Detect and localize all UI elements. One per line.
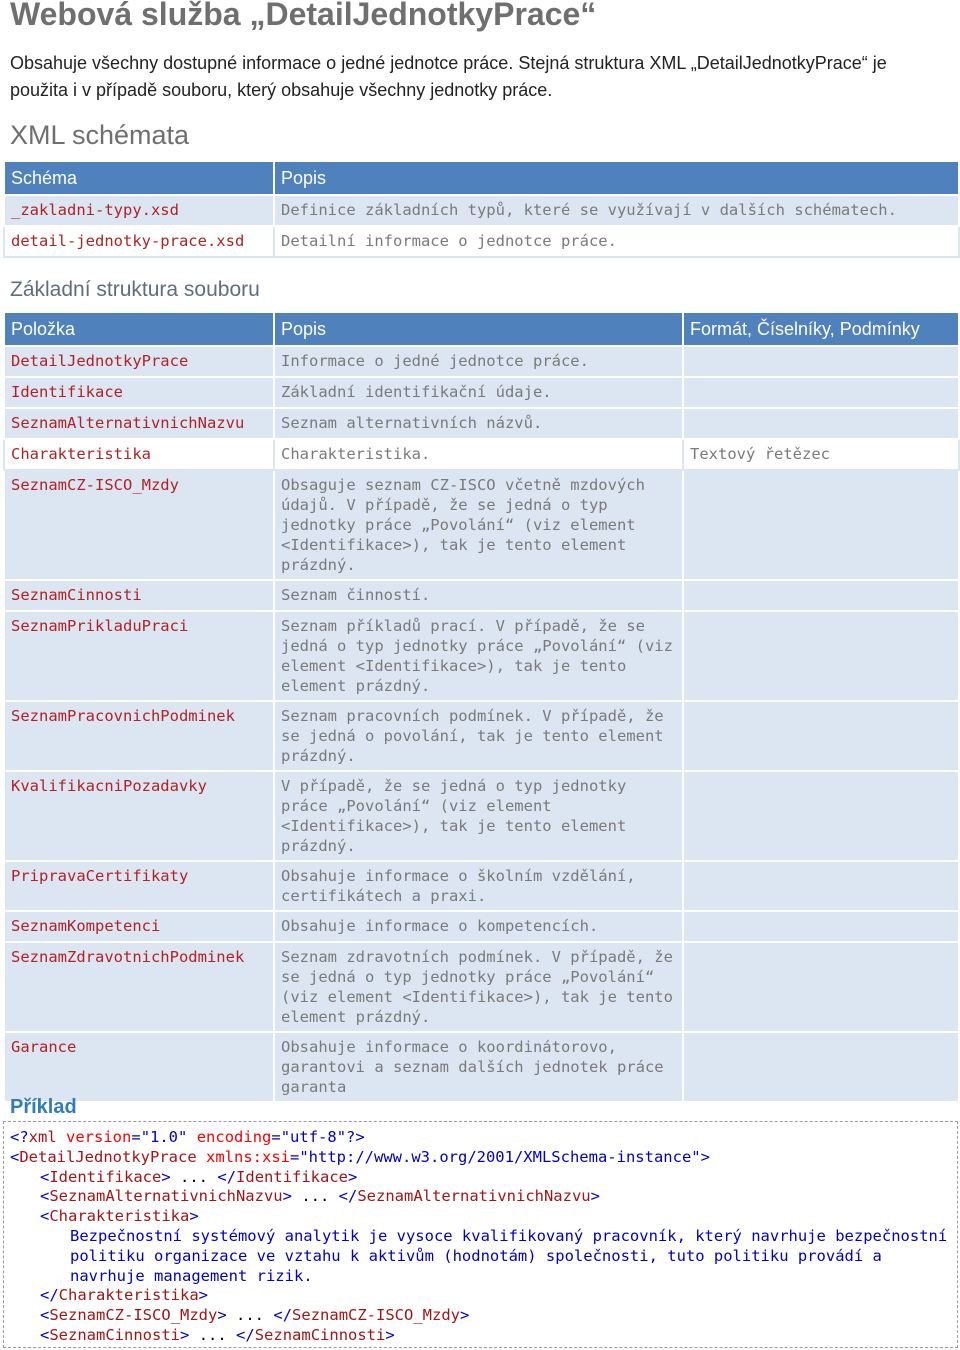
item-name: SeznamPracovnichPodminek: [4, 701, 274, 771]
code-tag: SeznamAlternativnichNazvu: [357, 1187, 591, 1206]
intro-paragraph: Obsahuje všechny dostupné informace o jedné jednotce práce. Stejná struktura XML „DetailJednotkyPrace“ je použita i v případě souboru, který obsahuje všechny jednotky práce.: [10, 53, 887, 100]
item-name: SeznamCZ-ISCO_Mzdy: [4, 470, 274, 580]
item-name: SeznamZdravotnichPodminek: [4, 942, 274, 1032]
item-description: Seznam zdravotních podmínek. V případě, že se jedná o typ jednotky práce „Povolání“ (viz element <Identifikace>), tak je tento element prázdný.: [274, 942, 683, 1032]
code-line-identifikace: <Identifikace> ... </Identifikace>: [40, 1167, 358, 1186]
item-name: Identifikace: [4, 377, 274, 408]
item-name: KvalifikacniPozadavky: [4, 771, 274, 861]
code-line-declaration: <?xml version="1.0" encoding="utf-8"?>: [10, 1128, 365, 1146]
table-row: [4, 470, 959, 580]
code-value: "http://www.w3.org/2001/XMLSchema-instance": [299, 1147, 701, 1166]
table-row: [4, 701, 959, 771]
item-description: Obsaguje seznam CZ-ISCO včetně mzdových údajů. V případě, že se jedná o typ jednotky práce „Povolání“ (viz element <Identifikace>), tak je tento element prázdný.: [274, 470, 683, 580]
item-format: [683, 942, 959, 1032]
schema-name: detail-jednotky-prace.xsd: [4, 226, 274, 257]
table-row: [4, 580, 959, 611]
item-name: Charakteristika: [4, 439, 274, 470]
code-line-char-close: </Charakteristika>: [40, 1286, 208, 1305]
schemas-table-header: [4, 161, 959, 195]
code-punct: ?>: [346, 1128, 365, 1146]
item-name: SeznamPrikladuPraci: [4, 611, 274, 701]
table-row: [4, 439, 959, 470]
table-row: [4, 346, 959, 377]
item-format: [683, 470, 959, 580]
structure-table-header: [4, 312, 959, 346]
table-row: [4, 942, 959, 1032]
table-row: [4, 377, 959, 408]
code-text: ...: [301, 1187, 330, 1206]
table-row: [4, 1032, 959, 1102]
code-tag: xml: [28, 1128, 57, 1146]
item-description: Seznam činností.: [274, 580, 683, 611]
column-header-item: Položka: [4, 312, 274, 346]
table-row: [4, 611, 959, 701]
item-description: Základní identifikační údaje.: [274, 377, 683, 408]
item-format: [683, 911, 959, 942]
item-format: [683, 377, 959, 408]
structure-table: [3, 311, 960, 1103]
item-name: Garance: [4, 1032, 274, 1102]
table-row: [4, 771, 959, 861]
item-format: [683, 346, 959, 377]
item-description: Obsahuje informace o kompetencích.: [274, 911, 683, 942]
code-punct: <?: [10, 1128, 29, 1146]
item-format: [683, 1032, 959, 1102]
item-name: SeznamKompetenci: [4, 911, 274, 942]
code-text: ...: [180, 1167, 209, 1186]
structure-heading: Základní struktura souboru: [10, 278, 260, 301]
item-description: Obsahuje informace o koordinátorovo, garantovi a seznam dalších jednotek práce garanta: [274, 1032, 683, 1102]
schemas-table: [3, 160, 960, 258]
code-text: ...: [236, 1306, 265, 1325]
code-tag: Identifikace: [236, 1167, 349, 1186]
code-line-alt-names: <SeznamAlternativnichNazvu> ... </SeznamAlternativnichNazvu>: [40, 1187, 600, 1206]
column-header-description: Popis: [274, 161, 959, 195]
table-row: [4, 226, 959, 257]
code-attr: xmlns:xsi: [206, 1147, 290, 1166]
schema-description: Definice základních typů, které se využívají v dalších schématech.: [274, 195, 959, 226]
code-line-char-open: <Charakteristika>: [40, 1207, 199, 1226]
code-attr: version: [66, 1128, 132, 1146]
item-description: Charakteristika.: [274, 439, 683, 470]
code-line-root: <DetailJednotkyPrace xmlns:xsi="http://www.w3.org/2001/XMLSchema-instance">: [10, 1147, 710, 1166]
item-format: [683, 861, 959, 911]
column-header-description: Popis: [274, 312, 683, 346]
code-tag: Identifikace: [49, 1167, 162, 1186]
item-format: [683, 771, 959, 861]
xml-example-code: [3, 1121, 958, 1348]
page-title: Webová služba „DetailJednotkyPrace“: [10, 0, 597, 32]
code-value: "utf-8": [280, 1128, 347, 1146]
code-tag: Charakteristika: [58, 1286, 199, 1305]
code-tag: SeznamCZ-ISCO_Mzdy: [292, 1306, 461, 1325]
code-tag: SeznamCZ-ISCO_Mzdy: [49, 1306, 218, 1325]
item-description: Seznam pracovních podmínek. V případě, že se jedná o povolání, tak je tento element prázdný.: [274, 701, 683, 771]
item-format: [683, 580, 959, 611]
code-tag: SeznamCinnosti: [49, 1325, 180, 1344]
item-description: V případě, že se jedná o typ jednotky práce „Povolání“ (viz element <Identifikace>), tak je tento element prázdný.: [274, 771, 683, 861]
column-header-format: Formát, Číselníky, Podmínky: [683, 312, 959, 346]
code-tag: SeznamCinnosti: [254, 1325, 386, 1344]
code-line-mzdy: <SeznamCZ-ISCO_Mzdy> ... </SeznamCZ-ISCO_Mzdy>: [40, 1306, 470, 1325]
item-format: Textový řetězec: [683, 439, 959, 470]
column-header-schema: Schéma: [4, 161, 274, 195]
example-heading: Příklad: [10, 1096, 77, 1118]
table-row: [4, 911, 959, 942]
item-name: SeznamAlternativnichNazvu: [4, 408, 274, 439]
item-format: [683, 611, 959, 701]
item-name: DetailJednotkyPrace: [4, 346, 274, 377]
code-tag: DetailJednotkyPrace: [19, 1147, 197, 1166]
schema-description: Detailní informace o jednotce práce.: [274, 226, 959, 257]
item-description: Seznam příkladů prací. V případě, že se jedná o typ jednotky práce „Povolání“ (viz element <Identifikace>), tak je tento element prázdný.: [274, 611, 683, 701]
table-row: [4, 195, 959, 226]
code-line-cinnosti: <SeznamCinnosti> ... </SeznamCinnosti>: [40, 1325, 395, 1344]
code-line-char-text: [10, 1227, 957, 1286]
schema-name: _zakladni-typy.xsd: [4, 195, 274, 226]
item-description: Seznam alternativních názvů.: [274, 408, 683, 439]
code-tag: SeznamAlternativnichNazvu: [49, 1187, 283, 1206]
code-attr: encoding: [196, 1128, 272, 1146]
table-row: [4, 861, 959, 911]
item-format: [683, 701, 959, 771]
item-name: SeznamCinnosti: [4, 580, 274, 611]
item-name: PripravaCertifikaty: [4, 861, 274, 911]
code-text: ...: [198, 1325, 227, 1344]
item-description: Obsahuje informace o školním vzdělání, certifikátech a praxi.: [274, 861, 683, 911]
code-value: "1.0": [140, 1128, 188, 1146]
code-text: Bezpečnostní systémový analytik je vysoce kvalifikovaný pracovník, který navrhuje bezpečnostní politiku organizace ve vztahu k aktivům (hodnotám) společnosti, tuto politiku provádí a navrhuje management rizik.: [70, 1226, 948, 1285]
item-description: Informace o jedné jednotce práce.: [274, 346, 683, 377]
schemas-heading: XML schémata: [10, 120, 190, 150]
item-format: [683, 408, 959, 439]
table-row: [4, 408, 959, 439]
code-tag: Charakteristika: [49, 1207, 190, 1226]
